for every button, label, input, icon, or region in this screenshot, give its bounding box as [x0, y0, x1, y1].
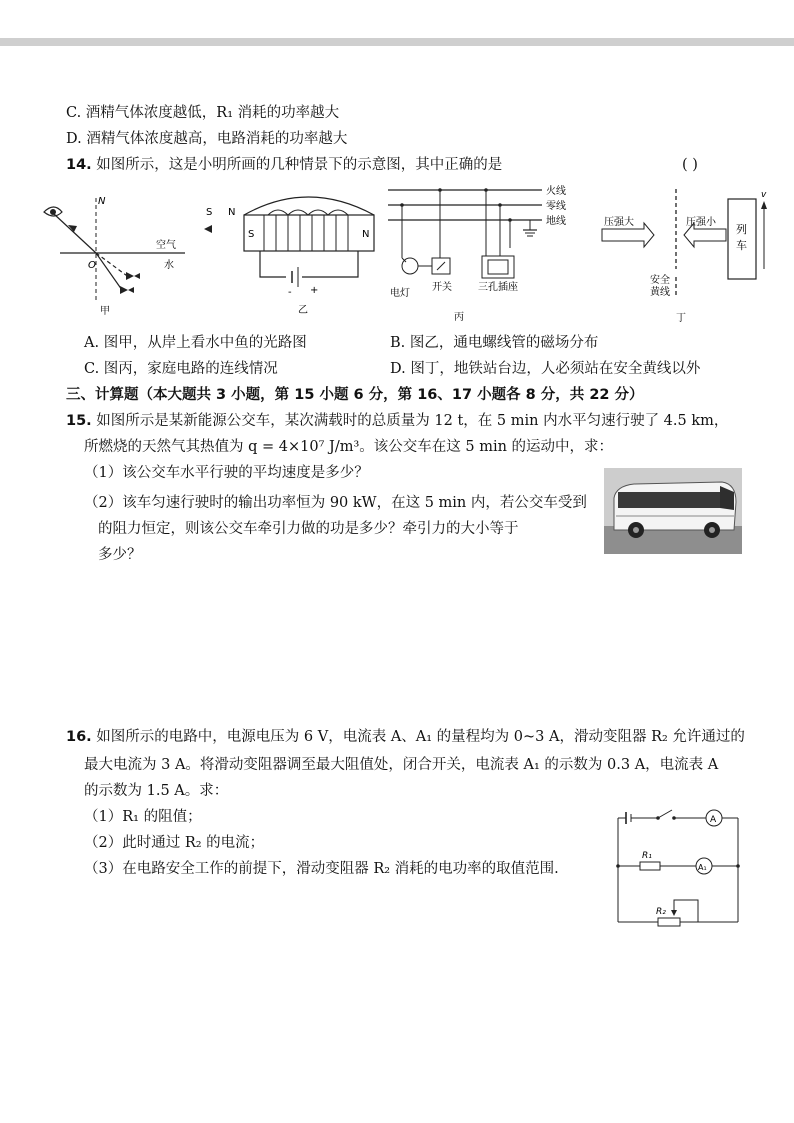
jia-O-label: O — [88, 260, 96, 271]
q16-R1-label: R₁ — [642, 851, 652, 861]
q15-part-2b: 的阻力恒定，则该公交车牵引力做的功是多少？牵引力的大小等于 — [98, 521, 519, 537]
q14-text: 如图所示，这是小明所画的几种情景下的示意图，其中正确的是 — [96, 157, 503, 173]
q14-option-d: D. 图丁，地铁站台边，人必须站在安全黄线以外 — [390, 361, 701, 377]
figure-ding — [594, 185, 774, 325]
figure-jia — [40, 190, 190, 320]
yi-coil-N: N — [362, 229, 370, 240]
bus-photo — [604, 468, 742, 554]
q14-stem — [66, 156, 502, 174]
yi-compass-N: N — [228, 207, 236, 218]
bing-ground-label: 地线 — [546, 216, 566, 227]
ding-train-1: 列 — [736, 223, 747, 236]
ding-train-2: 车 — [736, 239, 747, 252]
q15-part-2a: （2）该车匀速行驶时的输出功率恒为 90 kW，在这 5 min 内，若公交车受到 — [84, 495, 587, 511]
q16-part-2: （2）此时通过 R₂ 的电流； — [84, 835, 265, 851]
bing-neutral-label: 零线 — [546, 201, 566, 212]
jia-water-label: 水 — [164, 260, 174, 271]
q16-part-3: （3）在电路安全工作的前提下，滑动变阻器 R₂ 消耗的电功率的取值范围. — [84, 861, 559, 877]
q16-number: 16. — [66, 729, 92, 745]
ding-v-label: v — [761, 190, 767, 200]
jia-N-label: N — [98, 196, 106, 207]
q16-line-2: 最大电流为 3 A。将滑动变阻器调至最大阻值处，闭合开关，电流表 A₁ 的示数为 0.3 A，电流表 A — [84, 757, 719, 773]
q16-circuit-diagram — [608, 800, 748, 930]
figure-bing — [382, 178, 582, 323]
section-3-heading: 三、计算题（本大题共 3 小题，第 15 小题 6 分，第 16、17 小题各 8 分，共 22 分） — [66, 387, 644, 403]
q16-text-1: 如图所示的电路中，电源电压为 6 V，电流表 A、A₁ 的量程均为 0~3 A，滑动变阻器 R₂ 允许通过的 — [96, 729, 745, 745]
ding-low-pressure: 压强小 — [686, 217, 716, 228]
q15-line-1 — [66, 412, 728, 430]
q14-answer-bracket: ( ) — [682, 157, 698, 173]
yi-minus: - — [288, 287, 292, 298]
yi-plus: + — [310, 285, 319, 296]
bing-socket-label: 三孔插座 — [478, 282, 518, 293]
q15-text-1: 如图所示是某新能源公交车，某次满载时的总质量为 12 t，在 5 min 内水平匀速行驶了 4.5 km， — [96, 413, 729, 429]
q15-part-1: （1）该公交车水平行驶的平均速度是多少？ — [84, 465, 369, 481]
q16-line-1 — [66, 728, 745, 746]
q16-line-3: 的示数为 1.5 A。求： — [84, 783, 229, 799]
yi-compass-S: S — [206, 207, 213, 218]
bing-lamp-label: 电灯 — [390, 288, 410, 299]
q15-number: 15. — [66, 413, 92, 429]
q14-option-b: B. 图乙，通电螺线管的磁场分布 — [390, 335, 599, 351]
yi-caption: 乙 — [298, 305, 308, 316]
q14-number: 14. — [66, 157, 92, 173]
ding-safety-2: 黄线 — [650, 287, 670, 298]
q16-ammeter-A: A — [710, 815, 717, 825]
q14-option-c: C. 图丙，家庭电路的连线情况 — [84, 361, 278, 377]
q15-part-2c: 多少？ — [98, 547, 142, 563]
q13-option-c: C. 酒精气体浓度越低，R₁ 消耗的功率越大 — [66, 105, 340, 121]
q16-ammeter-A1: A₁ — [698, 863, 707, 872]
jia-caption: 甲 — [100, 306, 110, 317]
bing-switch-label: 开关 — [432, 282, 452, 293]
ding-high-pressure: 压强大 — [604, 217, 634, 228]
jia-air-label: 空气 — [156, 240, 176, 251]
yi-coil-S: S — [248, 229, 255, 240]
ding-caption: 丁 — [676, 313, 686, 324]
bing-live-label: 火线 — [546, 186, 566, 197]
top-gray-bar — [0, 38, 794, 46]
ding-safety-1: 安全 — [650, 275, 670, 286]
q13-option-d: D. 酒精气体浓度越高，电路消耗的功率越大 — [66, 131, 348, 147]
q14-option-a: A. 图甲，从岸上看水中鱼的光路图 — [84, 335, 307, 351]
q16-R2-label: R₂ — [656, 907, 666, 917]
bing-caption: 丙 — [454, 312, 464, 323]
q16-part-1: （1）R₁ 的阻值； — [84, 809, 202, 825]
figure-yi — [198, 185, 378, 320]
q15-line-2: 所燃烧的天然气其热值为 q = 4×10⁷ J/m³。该公交车在这 5 min 的运动中，求： — [84, 439, 614, 455]
